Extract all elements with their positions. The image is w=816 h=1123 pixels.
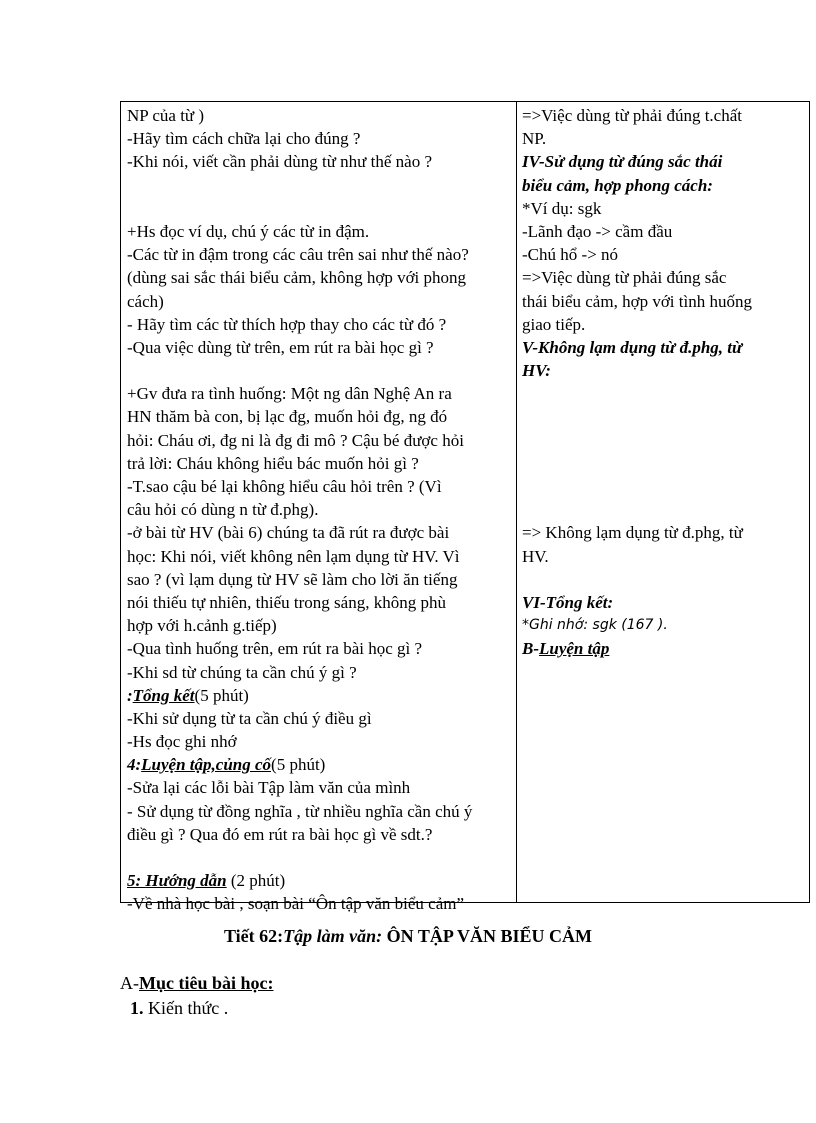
text-line: (dùng sai sắc thái biểu cảm, không hợp với phong xyxy=(127,268,467,288)
blank-line xyxy=(522,568,807,591)
text-line: -Qua việc dùng từ trên, em rút ra bài học gì ? xyxy=(127,337,434,357)
text-line: =>Việc dùng từ phải đúng sắc xyxy=(522,268,727,288)
text-line: điều gì ? Qua đó em rút ra bài học gì về sdt.? xyxy=(127,824,433,844)
text-line: cách) xyxy=(127,291,164,311)
text-line: -Khi sử dụng từ ta cần chú ý điều gì xyxy=(127,708,372,728)
blank-line xyxy=(522,498,807,521)
section-b-label: Luyện tập xyxy=(539,639,610,659)
text-line: -Các từ in đậm trong các câu trên sai như thế nào? xyxy=(127,245,469,265)
section-b-prefix: B- xyxy=(522,639,539,659)
ghi-nho-note: *Ghi nhớ: sgk (167 ). xyxy=(522,617,668,634)
text-line: -T.sao cậu bé lại không hiểu câu hỏi trên ? (Vì xyxy=(127,477,442,496)
text-line: -Về nhà học bài , soạn bài “Ôn tập văn biểu cảm” xyxy=(127,894,465,914)
text-line: sao ? (vì lạm dụng từ HV sẽ làm cho lời ăn tiếng xyxy=(127,569,458,589)
luyentap-prefix: 4: xyxy=(127,755,142,775)
section-a-label: Mục tiêu bài học: xyxy=(139,973,274,993)
item-1-number: 1. xyxy=(130,998,144,1018)
section-vi-heading: VI-Tổng kết: xyxy=(522,592,614,612)
lesson-table xyxy=(120,101,810,914)
text-line: trả lời: Cháu không hiểu bác muốn hỏi gì ? xyxy=(127,453,419,473)
blank-line xyxy=(127,359,512,382)
section-a-heading xyxy=(120,973,274,994)
text-line: *Ví dụ: sgk xyxy=(522,198,602,218)
text-line: -Qua tình huống trên, em rút ra bài học gì ? xyxy=(127,639,423,659)
blank-line xyxy=(522,475,807,498)
blank-line xyxy=(522,405,807,428)
column-divider xyxy=(516,102,517,902)
text-line: -Khi sd từ chúng ta cần chú ý gì ? xyxy=(127,662,357,682)
blank-line xyxy=(127,846,512,869)
text-line: =>Việc dùng từ phải đúng t.chất xyxy=(522,106,742,125)
activities-column xyxy=(127,104,512,916)
title-italic: Tập làm văn: xyxy=(283,926,383,946)
text-line: NP của từ ) xyxy=(127,106,205,125)
text-line: -Lãnh đạo -> cầm đầu xyxy=(522,221,673,241)
text-line: - Sử dụng từ đồng nghĩa , từ nhiều nghĩa cần chú ý xyxy=(127,801,473,821)
huongdan-label: Hướng dẫn xyxy=(145,871,227,891)
text-line: hợp với h.cảnh g.tiếp) xyxy=(127,616,277,636)
section-v-heading-cont: HV: xyxy=(522,361,551,381)
text-line: +Hs đọc ví dụ, chú ý các từ in đậm. xyxy=(127,221,370,241)
text-line: -Sửa lại các lỗi bài Tập làm văn của mình xyxy=(127,778,411,798)
item-1 xyxy=(130,998,228,1019)
text-line: HV. xyxy=(522,546,549,566)
text-line: học: Khi nói, viết không nên lạm dụng từ HV. Vì xyxy=(127,546,460,566)
text-line: hỏi: Cháu ơi, đg ni là đg đi mô ? Cậu bé được hỏi xyxy=(127,430,464,450)
huongdan-heading xyxy=(127,869,512,892)
tongket-prefix: : xyxy=(127,685,133,705)
tongket-time: (5 phút) xyxy=(194,685,249,705)
tongket-heading xyxy=(127,684,512,707)
text-line: HN thăm bà con, bị lạc đg, muốn hỏi đg, ng đó xyxy=(127,407,448,427)
text-line: -ở bài từ HV (bài 6) chúng ta đã rút ra được bài xyxy=(127,523,450,543)
blank-line xyxy=(127,197,512,220)
text-line: nói thiếu tự nhiên, thiếu trong sáng, không phù xyxy=(127,592,446,612)
text-line: câu hỏi có dùng n từ đ.phg). xyxy=(127,500,319,520)
blank-line xyxy=(522,429,807,452)
luyentap-label: Luyện tập,củng cố xyxy=(141,755,272,775)
blank-line xyxy=(127,174,512,197)
huongdan-prefix: 5: xyxy=(127,871,146,891)
text-line: giao tiếp. xyxy=(522,314,586,334)
section-b-heading xyxy=(522,637,807,660)
section-v-heading: V-Không lạm dụng từ đ.phg, từ xyxy=(522,337,743,357)
text-line: => Không lạm dụng từ đ.phg, từ xyxy=(522,523,743,543)
section-iv-heading-cont: biểu cảm, hợp phong cách: xyxy=(522,175,713,195)
huongdan-time: (2 phút) xyxy=(226,871,286,891)
text-line: -Khi nói, viết cần phải dùng từ như thế nào ? xyxy=(127,152,432,172)
text-line: -Chú hổ -> nó xyxy=(522,245,618,265)
blank-line xyxy=(522,382,807,405)
tongket-label: Tổng kết xyxy=(132,685,195,705)
item-1-text: Kiến thức . xyxy=(143,998,229,1018)
title-main: ÔN TẬP VĂN BIỂU CẢM xyxy=(382,926,593,946)
text-line: -Hs đọc ghi nhớ xyxy=(127,732,237,752)
luyentap-heading xyxy=(127,753,512,776)
section-a-prefix: A- xyxy=(120,973,139,993)
content-column xyxy=(522,104,807,661)
text-line: -Hãy tìm cách chữa lại cho đúng ? xyxy=(127,129,361,149)
text-line: +Gv đưa ra tình huống: Một ng dân Nghệ An ra xyxy=(127,384,452,404)
text-line: - Hãy tìm các từ thích hợp thay cho các từ đó ? xyxy=(127,314,447,334)
section-iv-heading: IV-Sử dụng từ đúng sắc thái xyxy=(522,152,723,172)
text-line: thái biểu cảm, hợp với tình huống xyxy=(522,291,752,311)
text-line: NP. xyxy=(522,129,547,149)
blank-line xyxy=(522,452,807,475)
lesson-title xyxy=(0,926,816,947)
title-prefix: Tiết 62: xyxy=(223,926,284,946)
luyentap-time: (5 phút) xyxy=(271,755,326,775)
